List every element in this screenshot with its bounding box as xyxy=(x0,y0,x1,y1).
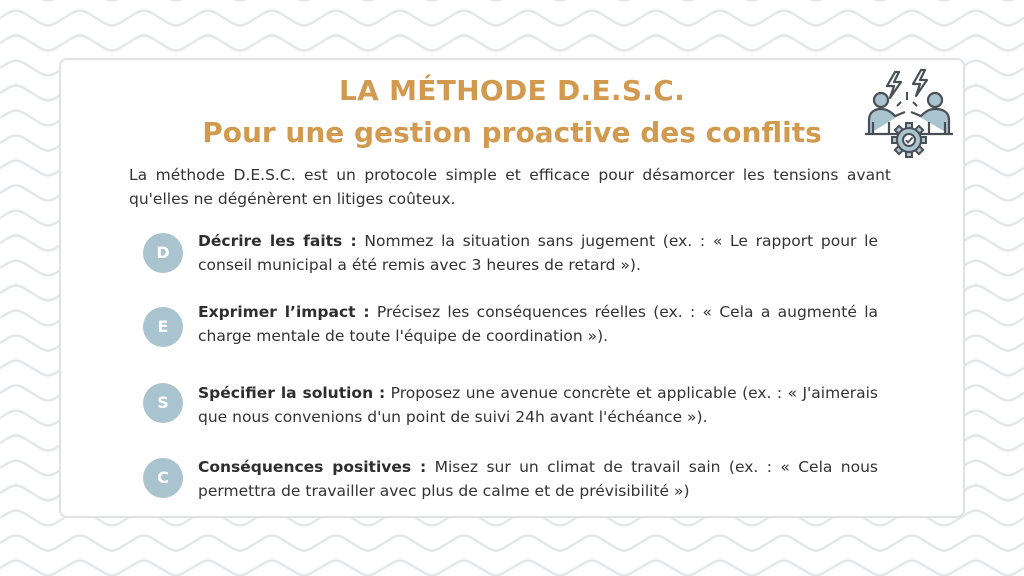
conflict-people-gear-icon xyxy=(861,64,961,160)
step-letter-badge: D xyxy=(143,233,183,273)
step-detail: Nommez la situation sans jugement (ex. : « Le rapport pour le conseil municipal a été remis avec 3 heures de retard »). xyxy=(198,232,878,274)
page-title: LA MÉTHODE D.E.S.C. xyxy=(338,74,686,107)
step-description xyxy=(198,455,878,503)
step-detail: Proposez une avenue concrète et applicable (ex. : « J'aimerais que nous convenions d'un point de suivi 24h avant l'échéance »). xyxy=(198,384,878,426)
step-term: Décrire les faits : xyxy=(198,232,357,250)
step-description xyxy=(198,300,878,348)
step-description xyxy=(198,229,878,277)
step-detail: Misez sur un climat de travail sain (ex. : « Cela nous permettra de travailler avec plus de calme et de prévisibilité ») xyxy=(198,458,878,500)
step-letter-badge: E xyxy=(143,307,183,347)
step-consequences xyxy=(143,455,903,515)
step-description xyxy=(198,381,878,429)
step-term: Spécifier la solution : xyxy=(198,384,386,402)
step-specify xyxy=(143,381,903,441)
step-term: Exprimer l’impact : xyxy=(198,303,370,321)
intro-paragraph: La méthode D.E.S.C. est un protocole simple et efficace pour désamorcer les tensions avant qu'elles ne dégénèrent en litiges coûteux. xyxy=(129,166,891,208)
step-detail: Précisez les conséquences réelles (ex. : « Cela a augmenté la charge mentale de toute l'équipe de coordination »). xyxy=(198,303,878,345)
content-card xyxy=(59,58,965,518)
page-subtitle: Pour une gestion proactive des conflits xyxy=(202,116,822,149)
step-express xyxy=(143,300,903,360)
step-term: Conséquences positives : xyxy=(198,458,427,476)
step-letter-badge: S xyxy=(143,383,183,423)
step-letter-badge: C xyxy=(143,458,183,498)
step-describe xyxy=(143,229,903,289)
